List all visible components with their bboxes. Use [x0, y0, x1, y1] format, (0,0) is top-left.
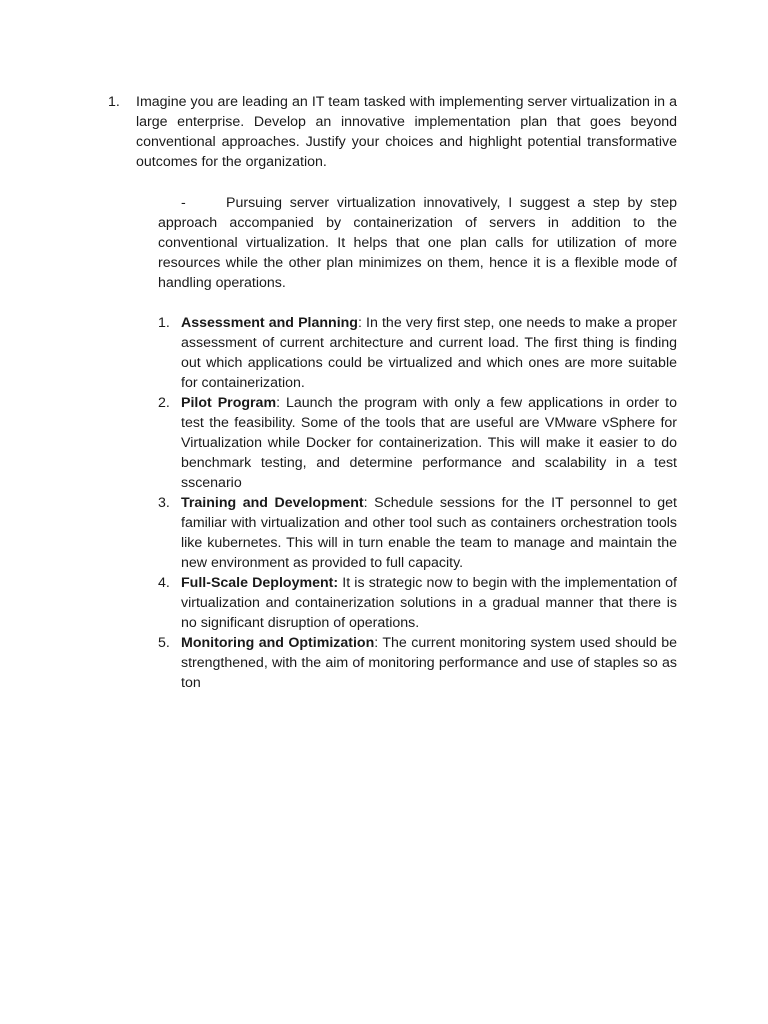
step-text: : The current monitoring system used should be strengthened, with the aim of monitoring performance and use of staples so as ton: [181, 635, 677, 691]
step-number: 4.: [158, 575, 170, 591]
answer-bullet: -: [181, 195, 186, 211]
step-title: Full-Scale Deployment:: [181, 575, 339, 591]
question-block: [108, 92, 677, 172]
step-number: 5.: [158, 635, 170, 651]
step-text: It is strategic now to begin with the implementation of virtualization and containerization solutions in a gradual manner that there is no significant disruption of operations.: [181, 575, 677, 631]
list-item: [158, 633, 677, 693]
step-title: Monitoring and Optimization: [181, 635, 375, 651]
step-text: : Schedule sessions for the IT personnel to get familiar with virtualization and other tool such as containers orchestration tools like kubernetes. This will in turn enable the team to manage and maintain the new environment as provided to full capacity.: [181, 495, 677, 571]
step-text: : In the very first step, one needs to make a proper assessment of current architecture and current load. The first thing is finding out which applications could be virtualized and which ones are more suitable for containerization.: [181, 315, 677, 391]
answer-paragraph: [158, 193, 677, 293]
step-number: 2.: [158, 395, 170, 411]
list-item: [158, 393, 677, 493]
step-title: Pilot Program: [181, 395, 277, 411]
list-item: [158, 313, 677, 393]
question-text: Imagine you are leading an IT team tasked with implementing server virtualization in a large enterprise. Develop an innovative implementation plan that goes beyond conventional approaches. Justify your choices and highlight potential transformative outcomes for the organization.: [136, 94, 677, 170]
step-number: 1.: [158, 315, 170, 331]
step-title: Assessment and Planning: [181, 315, 358, 331]
step-number: 3.: [158, 495, 170, 511]
list-item: [158, 573, 677, 633]
list-item: [158, 493, 677, 573]
step-title: Training and Development: [181, 495, 364, 511]
question-number: 1.: [108, 94, 120, 110]
answer-text: Pursuing server virtualization innovatively, I suggest a step by step approach accompanied by containerization of servers in addition to the conventional virtualization. It helps that one plan calls for utilization of more resources while the other plan minimizes on them, hence it is a flexible mode of handling operations.: [158, 195, 677, 291]
steps-list: [158, 313, 677, 693]
step-text: : Launch the program with only a few applications in order to test the feasibility. Some of the tools that are useful are VMware vSphere for Virtualization while Docker for containerization. This will make it easier to do benchmark testing, and determine performance and scalability in a test sscenario: [181, 395, 677, 491]
